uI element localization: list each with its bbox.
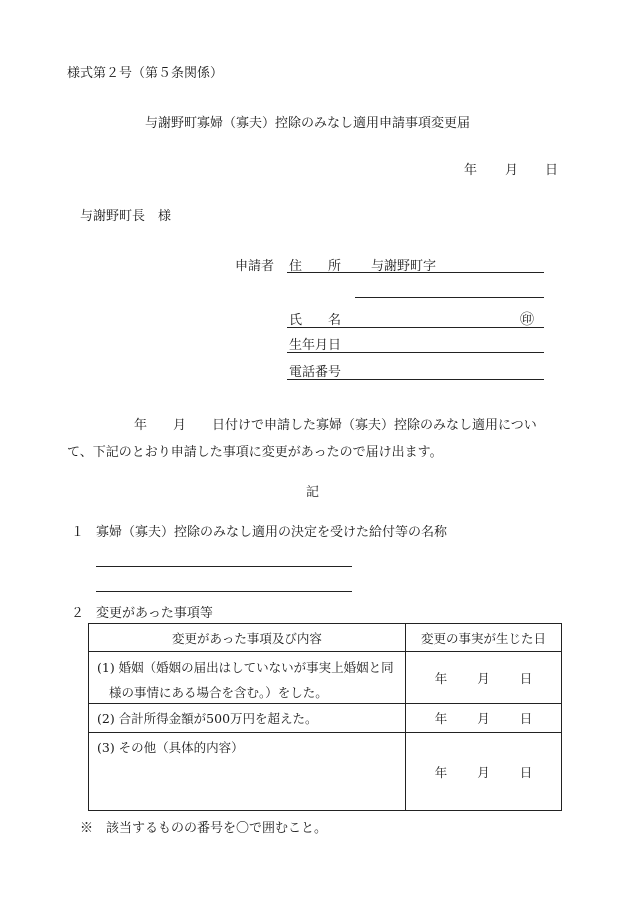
table-header-row [89, 624, 562, 652]
body-text-line-1: 年 月 日付けで申請した寡婦（寡夫）控除のみなし適用につい [134, 418, 537, 433]
form-number: 様式第２号（第５条関係） [67, 66, 224, 81]
birthdate-field-line[interactable] [287, 352, 544, 353]
row-3-date[interactable] [406, 733, 562, 811]
section-2-text: 変更があった事項等 [96, 606, 213, 621]
address-field-line-1[interactable] [287, 272, 544, 273]
row-1-date[interactable] [406, 652, 562, 704]
row-1-month: 月 [477, 670, 490, 686]
birthdate-label: 生年月日 [289, 338, 342, 353]
header-change-date: 変更の事実が生じた日 [406, 624, 562, 652]
phone-field-line[interactable] [287, 379, 544, 380]
table-row [89, 652, 562, 704]
table-row [89, 704, 562, 733]
ki-heading: 記 [306, 485, 320, 500]
address-field-line-2[interactable] [355, 297, 544, 298]
row-1-year: 年 [434, 670, 448, 686]
address-value[interactable]: 与謝野町字 [371, 259, 437, 274]
change-items-table [88, 623, 562, 811]
benefit-name-line-1[interactable] [96, 566, 352, 567]
footnote: ※ 該当するものの番号を〇で囲むこと。 [80, 821, 328, 836]
row-3-year: 年 [434, 764, 448, 780]
row-3-month: 月 [477, 764, 490, 780]
row-3-day: 日 [519, 764, 533, 780]
document-title: 与謝野町寡婦（寡夫）控除のみなし適用申請事項変更届 [145, 116, 471, 131]
row-1-text-line-2: 様の事情にある場合を含む。）をした。 [109, 684, 328, 700]
section-1-text: 寡婦（寡夫）控除のみなし適用の決定を受けた給付等の名称 [96, 525, 448, 540]
row-2-text: (2) 合計所得金額が500万円を超えた。 [97, 711, 318, 726]
body-text-line-2: て、下記のとおり申請した事項に変更があったので届け出ます。 [67, 445, 443, 460]
date-day-label: 日 [545, 163, 559, 178]
addressee: 与謝野町長 様 [80, 209, 172, 224]
name-label: 氏 名 [289, 313, 342, 328]
applicant-heading: 申請者 [235, 259, 275, 274]
section-1-number: １ [71, 525, 85, 540]
row-2-day: 日 [519, 711, 533, 726]
row-2-item[interactable] [89, 704, 406, 733]
row-1-item[interactable] [89, 652, 406, 704]
row-1-text-line-1: (1) 婚姻（婚姻の届出はしていないが事実上婚姻と同 [97, 660, 394, 675]
row-2-date[interactable] [406, 704, 562, 733]
row-2-year: 年 [434, 711, 448, 726]
table-row [89, 733, 562, 811]
row-3-item[interactable] [89, 733, 406, 811]
date-year-label: 年 [464, 163, 478, 178]
header-change-item: 変更があった事項及び内容 [89, 624, 406, 652]
benefit-name-line-2[interactable] [96, 591, 352, 592]
seal-mark: ㊞ [520, 312, 534, 328]
name-field-line[interactable] [287, 327, 544, 328]
row-3-text: (3) その他（具体的内容） [97, 740, 244, 755]
row-1-day: 日 [519, 670, 533, 686]
address-label: 住 所 [289, 259, 342, 274]
date-month-label: 月 [505, 163, 519, 178]
row-2-month: 月 [477, 711, 490, 726]
phone-label: 電話番号 [289, 365, 342, 380]
section-2-number: ２ [71, 606, 85, 621]
